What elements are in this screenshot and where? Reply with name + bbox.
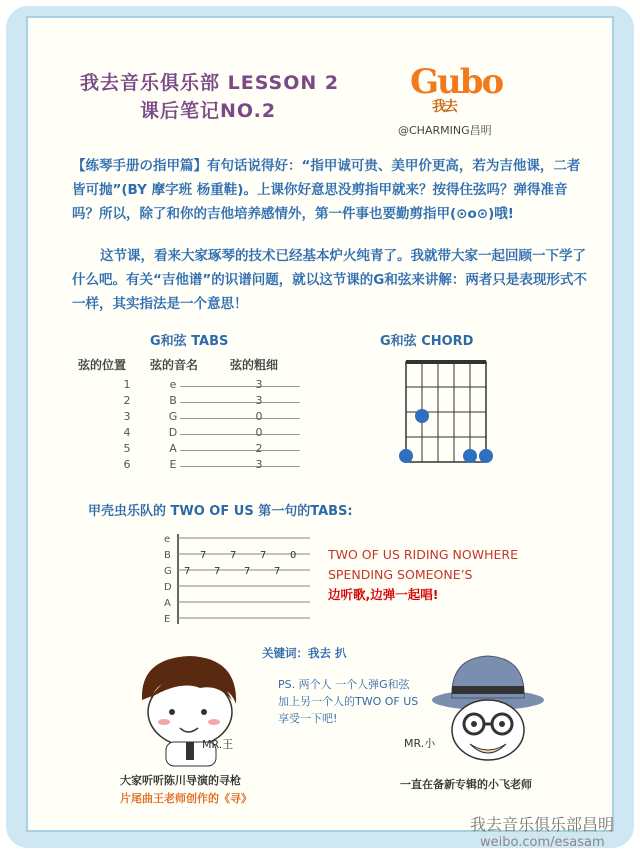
col-header-thickness: 弦的粗细 [230,358,279,372]
string-line [180,466,300,467]
string-note: D [168,426,178,439]
tab-fret-number: 7 [230,550,237,561]
string-note: E [169,458,177,471]
g-tab-row [70,442,300,458]
g-chord-diagram [396,352,496,470]
g-chord-title: G和弦 CHORD [380,334,474,349]
tab-fret-number: 7 [200,550,207,561]
finger-dot-a-string [415,409,429,423]
club-logo: Gubo 我去 [410,62,503,115]
lesson-title: 我去音乐俱乐部 LESSON 2 [80,72,340,94]
tab-string-letter: B [164,550,171,561]
fret-number: 3 [255,378,263,391]
two-of-us-tab [150,530,320,630]
mr-xiao-label: MR.小 [404,737,436,750]
string-position: 2 [123,394,131,407]
mr-wang-label: MR.王 [202,738,234,751]
mr-xiao-cartoon [430,650,550,780]
g-tab-row [70,426,300,442]
string-position: 5 [123,442,131,455]
two-of-us-title: 甲壳虫乐队的 TWO OF US 第一句的TABS: [88,504,353,519]
lesson-subtitle: 课后笔记NO.2 [140,100,277,122]
lyric-line-3: 边听歌,边弹一起唱! [328,587,439,602]
string-line [180,434,300,435]
tab-string-letter: E [164,614,171,625]
lyrics [328,545,518,605]
tab-string-letter: G [164,566,172,577]
fret-number: 3 [255,394,263,407]
tab-fret-number: 7 [184,566,191,577]
g-tabs-title: G和弦 TABS [150,334,229,349]
mr-xiao-caption: 一直在备新专辑的小飞老师 [400,778,532,791]
fret-number: 0 [255,426,263,439]
tab-fret-number: 0 [290,550,297,561]
lyric-line-2: SPENDING SOMEONE’S [328,567,473,582]
tab-fret-number: 7 [260,550,267,561]
col-header-position: 弦的位置 [78,358,127,372]
col-header-note: 弦的音名 [150,358,199,372]
author-handle: @CHARMING昌明 [398,124,492,137]
g-tab-row [70,378,300,394]
tab-string-letter: A [164,598,171,609]
ps-note: PS. 两个人 一个人弹G和弦 加上另一个人的TWO OF US 享受一下吧! [278,678,419,725]
g-tab-row [70,410,300,426]
string-line [180,450,300,451]
string-line [180,418,300,419]
string-note: G [168,410,178,423]
keywords: 关键词：我去 扒 [262,646,347,660]
tab-fret-number: 7 [244,566,251,577]
watermark-url: weibo.com/esasam [480,835,605,850]
string-line [180,386,300,387]
g-tab-row [70,394,300,410]
tab-string-letter: e [164,534,171,545]
string-position: 3 [123,410,131,423]
fret-number: 2 [255,442,263,455]
tab-fret-number: 7 [214,566,221,577]
lyric-line-1: TWO OF US RIDING NOWHERE [328,547,518,562]
string-position: 1 [123,378,131,391]
watermark-name: 我去音乐俱乐部昌明 [470,815,615,834]
fret-number: 0 [255,410,263,423]
string-note: A [169,442,177,455]
fret-number: 3 [255,458,263,471]
lesson-paragraph: 这节课，看来大家琢琴的技术已经基本炉火纯青了。我就带大家一起回顾一下学了什么吧。有关“吉他谱”的识谱问题，就以这节课的G和弦来讲解：两者只是表现形式不一样，其实指法是一个意思！ [72,248,587,312]
string-note: e [169,378,177,391]
finger-dot-low-e [399,449,413,463]
string-position: 4 [123,426,131,439]
g-tab-row [70,458,300,474]
tab-fret-number: 7 [274,566,281,577]
tab-string-letter: D [164,582,172,593]
string-position: 6 [123,458,131,471]
string-line [180,402,300,403]
mr-wang-caption: 大家听听陈川导演的寻枪 片尾曲王老师创作的《寻》 [120,774,252,805]
intro-paragraph: 【练琴手册の指甲篇】有句话说得好：“指甲诚可贵、美甲价更高，若为吉他课，二者皆可抛”(BY 摩字班 杨重鞋)。上课你好意思没剪指甲就来？按得住弦吗？弹得准音吗？所以，除了和你的吉他培养感情外，第一件事也要勤剪指甲(⊙o⊙)哦! [72,158,581,222]
string-note: B [169,394,177,407]
finger-dot-b-string [463,449,477,463]
finger-dot-high-e [479,449,493,463]
